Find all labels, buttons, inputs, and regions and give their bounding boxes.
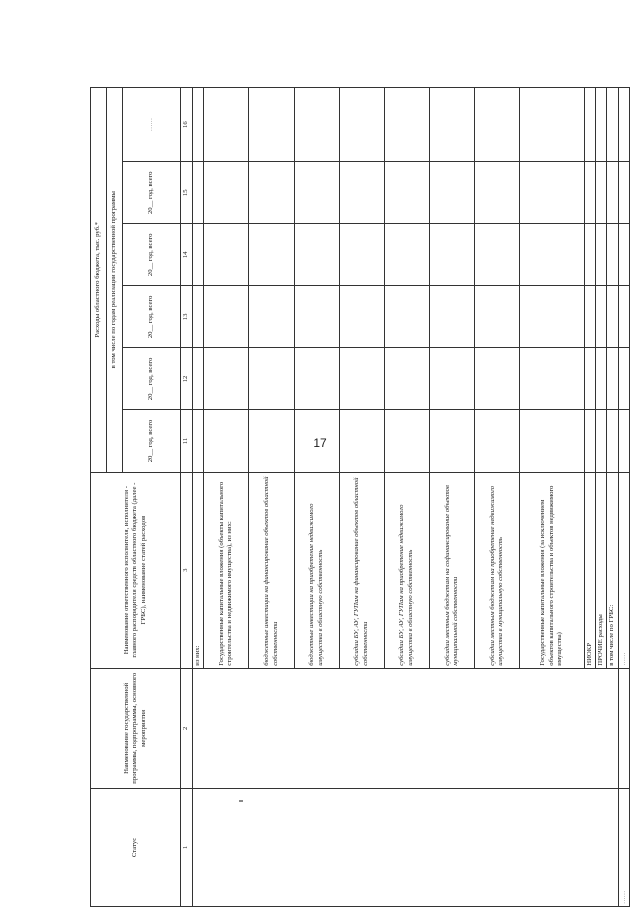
row-label: …… bbox=[618, 472, 629, 668]
col-status-header: Статус bbox=[91, 788, 181, 906]
col-number: 16 bbox=[181, 88, 193, 162]
ellipsis-col-header: …… bbox=[123, 88, 181, 162]
col-number: 11 bbox=[181, 410, 193, 472]
by-years-header: в том числе по годам реализации государственной программы bbox=[107, 88, 123, 473]
row-label: Государственные капитальные вложения (за исключением объектов капитального строительства и объектов недвижимого имущества) bbox=[520, 472, 584, 668]
row-label: бюджетные инвестиции на приобретение недвижимого имущества в областную собственность bbox=[294, 472, 339, 668]
budget-table bbox=[90, 87, 630, 907]
row-label: субсидии БУ, АУ, ГУПам на финансирование объектов областной собственности bbox=[339, 472, 384, 668]
row-label: ПРОЧИЕ расходы bbox=[595, 472, 606, 668]
table-row bbox=[618, 88, 629, 907]
col-number: 13 bbox=[181, 286, 193, 348]
col-number: 15 bbox=[181, 162, 193, 224]
scan-mark bbox=[239, 800, 243, 802]
year-col-header: 20__ год, всего bbox=[123, 162, 181, 224]
budget-table-rotated bbox=[90, 87, 630, 907]
table-row bbox=[193, 88, 204, 907]
col-executor-header: Наименование ответственного исполнителя, исполнителя - главного распорядителя средств областного бюджета (далее - ГРБС), наименование статей расходов bbox=[91, 472, 181, 668]
col-number: 3 bbox=[181, 472, 193, 668]
page-number: 17 bbox=[313, 436, 327, 450]
ellipsis-cell: …… bbox=[618, 788, 629, 906]
row-label: НИОКР bbox=[584, 472, 595, 668]
year-col-header: 20__ год, всего bbox=[123, 410, 181, 472]
col-number: 12 bbox=[181, 348, 193, 410]
year-col-header: 20__ год, всего bbox=[123, 286, 181, 348]
col-number: 14 bbox=[181, 224, 193, 286]
expenses-header: Расходы областного бюджета, тыс. руб.* bbox=[91, 88, 107, 473]
row-label: в том числе по ГРБС: bbox=[607, 472, 618, 668]
row-label: бюджетные инвестиции на финансирование объектов областной собственности bbox=[249, 472, 294, 668]
row-label: субсидии местным бюджетам на приобретение недвижимого имущества в муниципальную собственность bbox=[475, 472, 520, 668]
col-number: 1 bbox=[181, 788, 193, 906]
col-name-header: Наименование государственной программы, подпрограммы, основного мероприятия bbox=[91, 668, 181, 788]
year-col-header: 20__ год, всего bbox=[123, 348, 181, 410]
col-number: 2 bbox=[181, 668, 193, 788]
row-label: субсидии местным бюджетам на софинансирование объектов муниципальной собственности bbox=[429, 472, 474, 668]
row-label: субсидии БУ, АУ, ГУПам на приобретение недвижимого имущества в областную собственность bbox=[384, 472, 429, 668]
year-col-header: 20__ год, всего bbox=[123, 224, 181, 286]
row-label: Государственные капитальные вложения (объекты капитального строительства и недвижимого имущества), из них: bbox=[204, 472, 249, 668]
row-label: из них: bbox=[193, 472, 204, 668]
